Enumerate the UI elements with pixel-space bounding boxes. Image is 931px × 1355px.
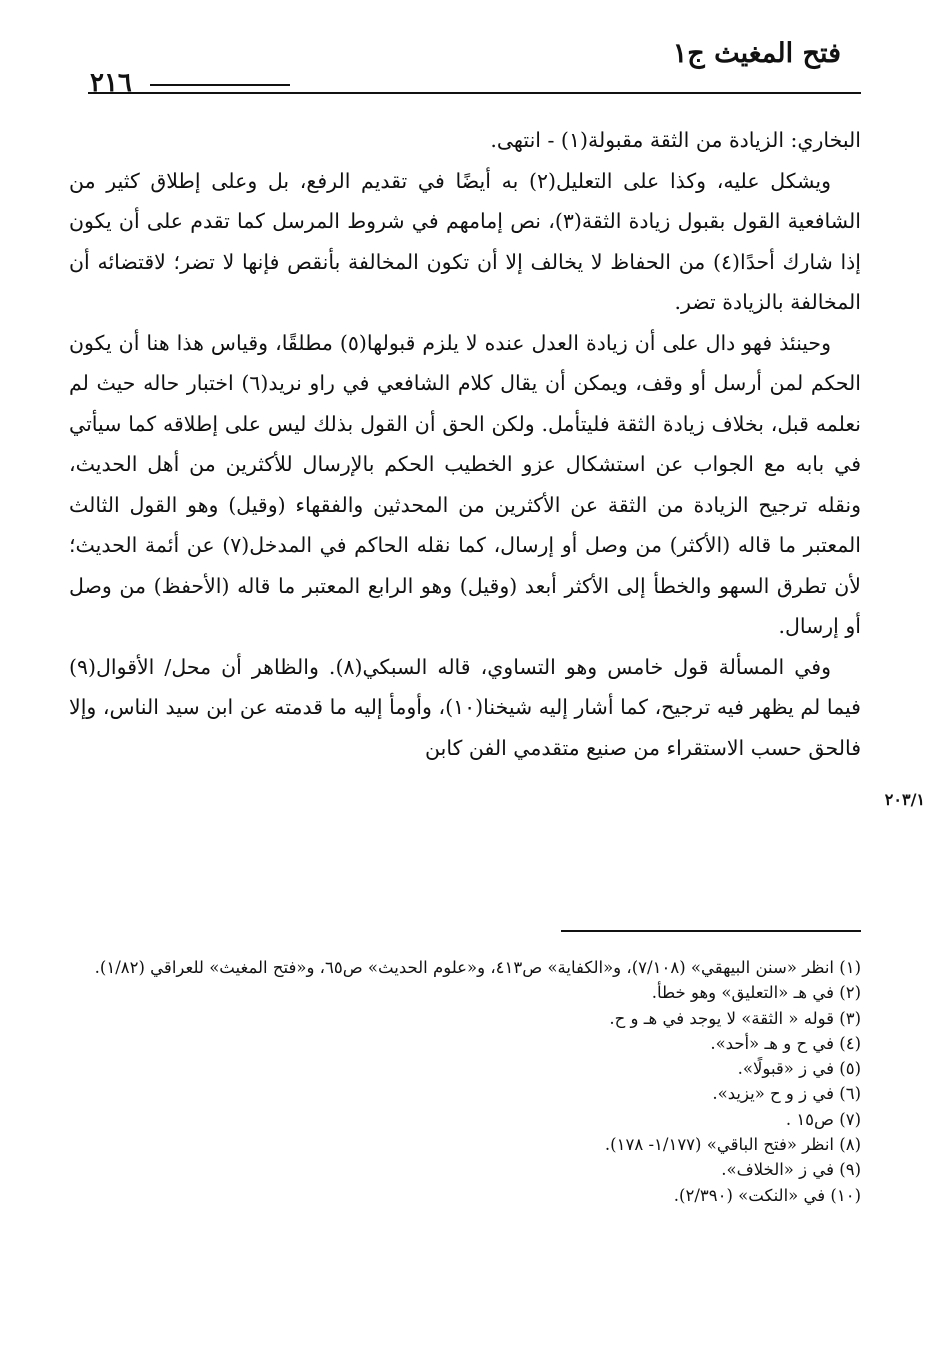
paragraph: ويشكل عليه، وكذا على التعليل(٢) به أيضًا في تقديم الرفع، بل وعلى إطلاق كثير من الشافعية القول بقبول زيادة الثقة(٣)، نص إمامهم في شروط المرسل كما تقدم على أن يكون إذا شارك أحدًا(٤) من الحفاظ لا يخالف إلا أن تكون المخالفة بأنقص فإنها لا تضر؛ لاقتضائه أن المخالفة بالزيادة تضر. (69, 168, 861, 314)
footnotes (61, 955, 861, 1208)
footnote: (٦) في ز و ح «يزيد». (712, 1084, 861, 1104)
footnote: (٥) في ز «قبولًا». (737, 1059, 861, 1079)
margin-reference: ٢٠٣/١ (884, 790, 925, 809)
header-rule (88, 92, 861, 94)
footnote: (٩) في ز «الخلاف». (721, 1160, 861, 1180)
main-text (69, 120, 861, 768)
footnote: (٧) ص١٥ . (785, 1109, 861, 1129)
footnote: (٤) في ح و هـ «أحد». (710, 1033, 861, 1053)
footnote-separator (561, 930, 861, 932)
footnote: (٨) انظر «فتح الباقي» (١/١٧٧- ١٧٨). (604, 1135, 861, 1155)
paragraph: البخاري: الزيادة من الثقة مقبولة(١) - انتهى. (490, 128, 861, 152)
paragraph: وفي المسألة قول خامس وهو التساوي، قاله السبكي(٨). والظاهر أن محل/ الأقوال(٩) فيما لم يظهر فيه ترجيح، كما أشار إليه شيخنا(١٠)، وأومأ إليه ما قدمته عن ابن سيد الناس، وإلا فالحق حسب الاستقراء من صنيع متقدمي الفن كابن (69, 654, 861, 760)
footnote: (١) انظر «سنن البيهقي» (٧/١٠٨)، و«الكفاية» ص٤١٣، و«علوم الحديث» ص٦٥، و«فتح المغيث» للعراقي (١/٨٢). (94, 958, 861, 977)
paragraph: وحينئذ فهو دال على أن زيادة العدل عنده لا يلزم قبولها(٥) مطلقًا، وقياس هذا هنا أن يكون الحكم لمن أرسل أو وقف، ويمكن أن يقال كلام الشافعي في راو نريد(٦) اختبار حاله حيث لم نعلمه قبل، بخلاف زيادة الثقة فليتأمل. ولكن الحق أن القول بذلك ليس على إطلاقه كما سيأتي في بابه مع الجواب عن استشكال عزو الخطيب الحكم بالإرسال للأكثرين من أهل الحديث، ونقله ترجيح الزيادة من الثقة عن الأكثرين من المحدثين والفقهاء (وقيل) وهو القول الثالث المعتبر ما قاله (الأكثر) من وصل أو إرسال، كما نقله الحاكم في المدخل(٧) عن أئمة الحديث؛ لأن تطرق السهو والخطأ إلى الأكثر أبعد (وقيل) وهو الرابع المعتبر ما قاله (الأحفظ) من وصل أو إرسال. (69, 330, 861, 638)
running-head-title: فتح المغيث ج١ (672, 38, 841, 69)
footnote: (١٠) في «النكت» (٢/٣٩٠). (673, 1185, 861, 1205)
footnote: (٣) قوله « الثقة» لا يوجد في هـ و ح. (609, 1008, 861, 1028)
footnote: (٢) في هـ «التعليق» وهو خطأ. (651, 983, 861, 1003)
page-number-rule (150, 84, 290, 86)
page-number: ٢١٦ (90, 68, 132, 98)
